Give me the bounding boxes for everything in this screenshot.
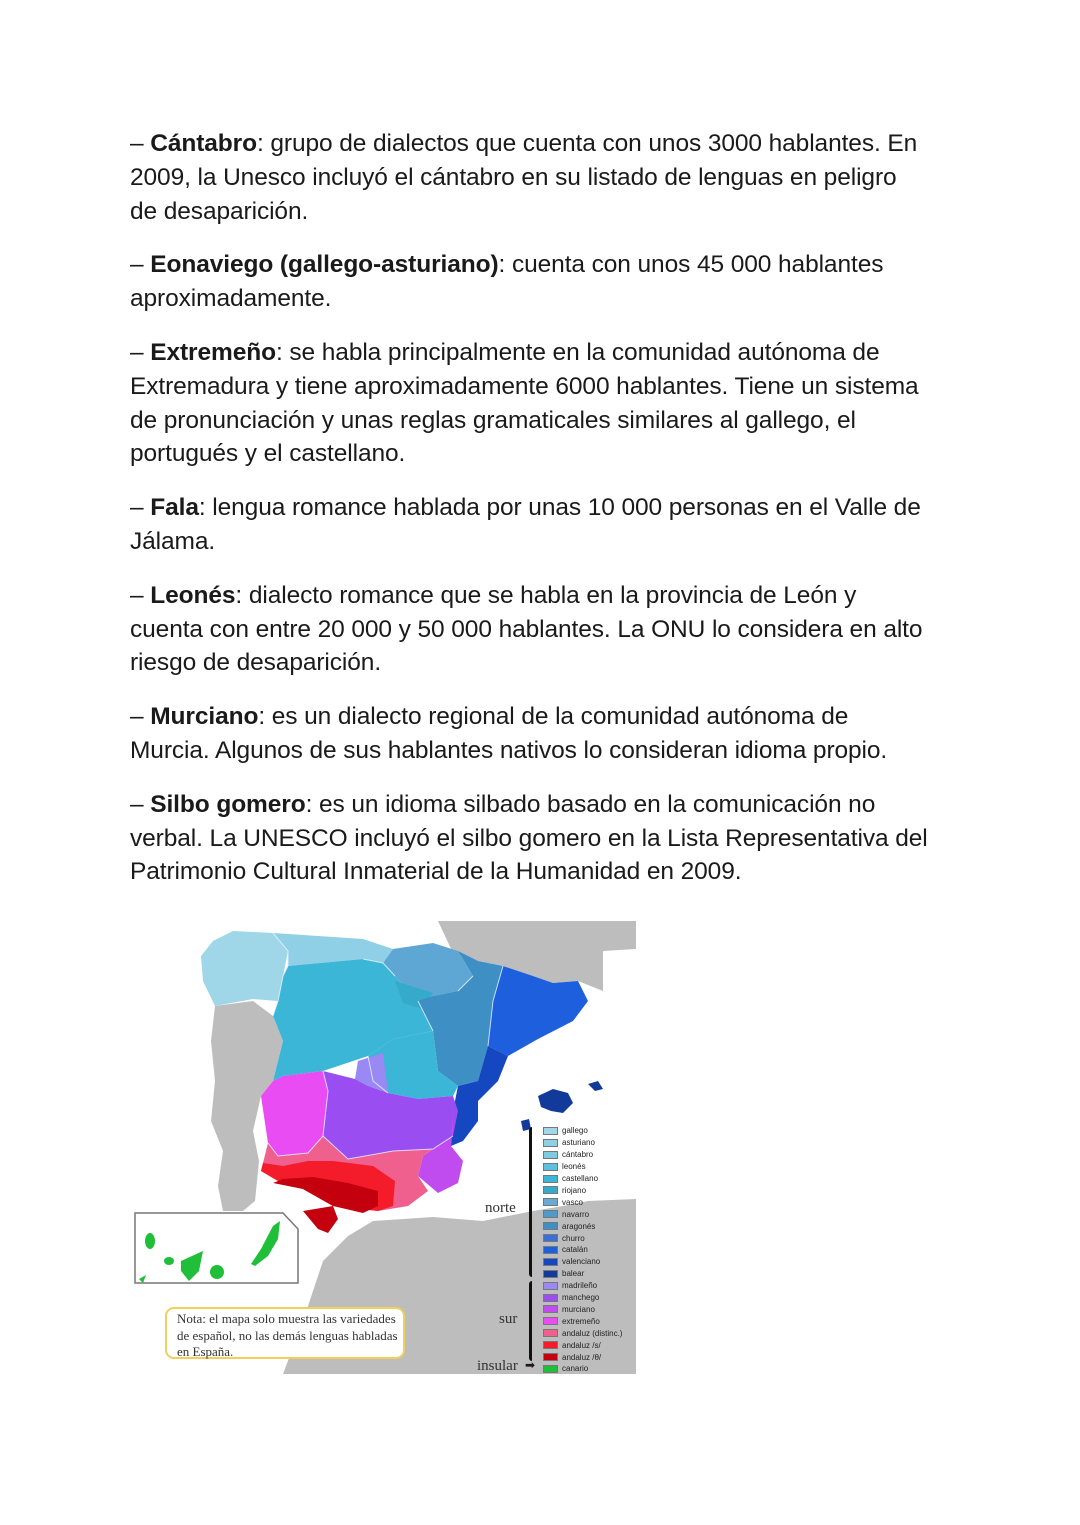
legend-item: valenciano bbox=[543, 1256, 600, 1268]
term: Silbo gomero bbox=[150, 790, 306, 818]
legend-item: canario bbox=[543, 1363, 588, 1375]
term: Extremeño bbox=[150, 338, 276, 366]
swatch bbox=[543, 1329, 558, 1337]
term: Murciano bbox=[150, 703, 259, 731]
legend-item: asturiano bbox=[543, 1137, 595, 1149]
legend-item: churro bbox=[543, 1232, 585, 1244]
legend-item: gallego bbox=[543, 1125, 588, 1137]
swatch bbox=[543, 1365, 558, 1373]
document-body bbox=[130, 127, 930, 909]
legend-item: balear bbox=[543, 1268, 584, 1280]
paragraph-cantabro: – Cántabro: grupo de dialectos que cuenta con unos 3000 hablantes. En 2009, la Unesco incluyó el cántabro en su listado de lenguas en peligro de desaparición. bbox=[130, 130, 918, 225]
legend-item: madrileño bbox=[543, 1280, 597, 1292]
legend-item: andaluz /s/ bbox=[543, 1339, 601, 1351]
term: Fala bbox=[150, 494, 199, 522]
legend-item: cántabro bbox=[543, 1149, 593, 1161]
swatch bbox=[543, 1198, 558, 1206]
paragraph-leones: – Leonés: dialecto romance que se habla en la provincia de León y cuenta con entre 20 000 y 50 000 hablantes. La ONU lo considera en alto riesgo de desaparición. bbox=[130, 581, 923, 677]
swatch bbox=[543, 1317, 558, 1325]
legend-group-insular: insular bbox=[477, 1358, 518, 1374]
legend-item: riojano bbox=[543, 1185, 586, 1197]
term: Eonaviego (gallego-asturiano) bbox=[150, 251, 499, 279]
paragraph-murciano: – Murciano: es un dialecto regional de la comunidad autónoma de Murcia. Algunos de sus hablantes nativos lo consideran idioma propio. bbox=[130, 703, 888, 764]
paragraph-eonaviego: – Eonaviego (gallego-asturiano): cuenta con unos 45 000 hablantes aproximadamente. bbox=[130, 251, 884, 313]
legend-item: manchego bbox=[543, 1292, 599, 1304]
brace-norte bbox=[529, 1127, 532, 1277]
swatch bbox=[543, 1282, 558, 1290]
swatch bbox=[543, 1294, 558, 1302]
legend-item: leonés bbox=[543, 1161, 586, 1173]
swatch bbox=[543, 1353, 558, 1361]
swatch bbox=[543, 1222, 558, 1230]
legend-item: murciano bbox=[543, 1304, 595, 1316]
swatch bbox=[543, 1246, 558, 1254]
legend-item: vasco bbox=[543, 1196, 583, 1208]
swatch bbox=[543, 1175, 558, 1183]
spanish-dialects-map bbox=[133, 921, 636, 1374]
brace-sur bbox=[529, 1281, 532, 1361]
swatch bbox=[543, 1210, 558, 1218]
swatch bbox=[543, 1163, 558, 1171]
term: Cántabro bbox=[150, 130, 257, 157]
swatch bbox=[543, 1270, 558, 1278]
legend-item: extremeño bbox=[543, 1315, 600, 1327]
swatch bbox=[543, 1186, 558, 1194]
arrow-right-icon: ➡ bbox=[525, 1358, 536, 1372]
swatch bbox=[543, 1234, 558, 1242]
legend-item: catalán bbox=[543, 1244, 588, 1256]
swatch bbox=[543, 1305, 558, 1313]
swatch bbox=[543, 1151, 558, 1159]
swatch bbox=[543, 1139, 558, 1147]
legend-item: aragonés bbox=[543, 1220, 595, 1232]
map-note: Nota: el mapa solo muestra las variedades de español, no las demás lenguas habladas en España. bbox=[165, 1307, 405, 1359]
paragraph-silbo-gomero: – Silbo gomero: es un idioma silbado basado en la comunicación no verbal. La UNESCO incluyó el silbo gomero en la Lista Representativa del Patrimonio Cultural Inmaterial de la Humanidad en 2009. bbox=[130, 790, 928, 886]
swatch bbox=[543, 1341, 558, 1349]
swatch bbox=[543, 1258, 558, 1266]
legend-item: andaluz (distinc.) bbox=[543, 1327, 622, 1339]
legend-item: castellano bbox=[543, 1173, 598, 1185]
term: Leonés bbox=[150, 581, 236, 609]
legend-item: andaluz /θ/ bbox=[543, 1351, 601, 1363]
paragraph-fala: – Fala: lengua romance hablada por unas 10 000 personas en el Valle de Jálama. bbox=[130, 494, 921, 555]
legend-item: navarro bbox=[543, 1208, 589, 1220]
legend-group-sur: sur bbox=[499, 1311, 518, 1327]
paragraph-extremeno: – Extremeño: se habla principalmente en la comunidad autónoma de Extremadura y tiene aproximadamente 6000 hablantes. Tiene un sistema de pronunciación y unas reglas gramaticales similares al gallego, el portugués y el castellano. bbox=[130, 338, 919, 468]
swatch bbox=[543, 1127, 558, 1135]
legend-group-norte: norte bbox=[485, 1200, 516, 1216]
